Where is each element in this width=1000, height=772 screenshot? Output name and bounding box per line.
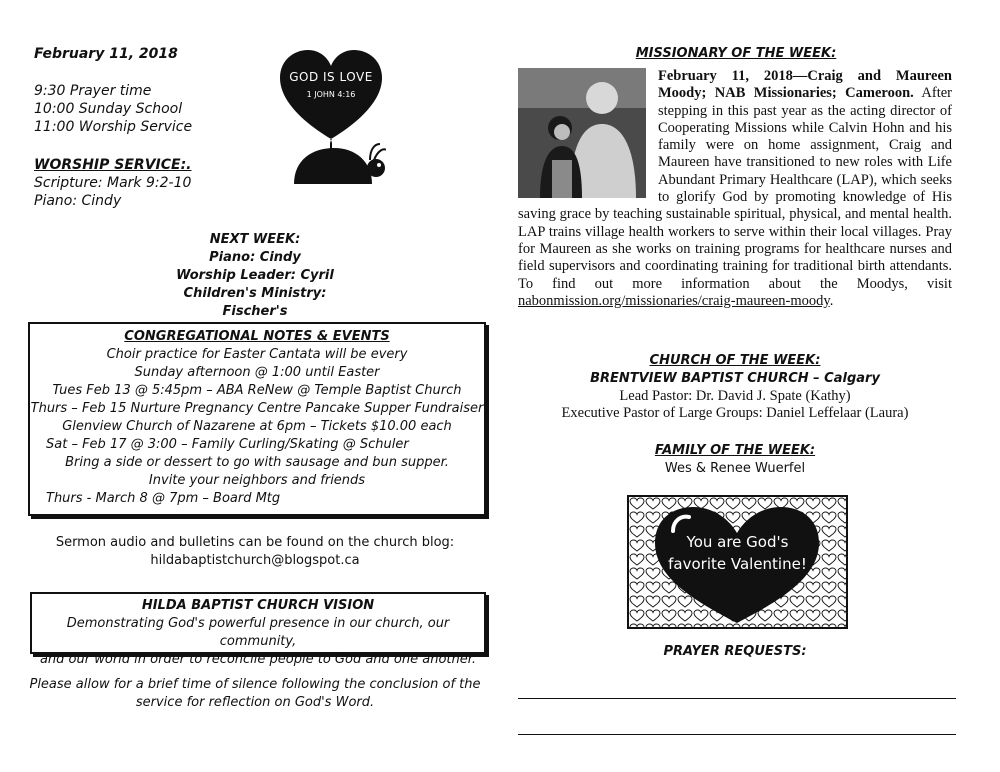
missionary-body: After stepping in this past year as the acting director of Cooperating Missions while Calvin Hohn and his family were on home assignment, Craig and Maureen have transitioned to new roles with Life Abundant Primary Healthcare (LAP), which seeks to glorify God by promoting knowledge of His saving grace by teaching sustainable spiritual, physical, and mental health. LAP trains village health workers to serve within their local villages. Pray for Maureen as she works on training programs for healthcare nurses and field supervisors and coordinating training for traditional birth attendants. To find out more information about the Moodys, visit	[518, 85, 952, 292]
church-name: BRENTVIEW BAPTIST CHURCH – Calgary	[590, 371, 880, 386]
closing-line: Please allow for a brief time of silence following the conclusion of the	[29, 677, 481, 692]
valentine-line1: You are God's	[686, 533, 789, 551]
schedule-item: 11:00 Worship Service	[34, 119, 193, 135]
logo-line2: 1 JOHN 4:16	[306, 90, 356, 99]
notes-line: Tues Feb 13 @ 5:45pm – ABA ReNew @ Temple Baptist Church	[52, 383, 462, 398]
vision-box	[30, 592, 486, 667]
worship-scripture: Scripture: Mark 9:2-10	[34, 175, 192, 191]
worship-heading: WORSHIP SERVICE:.	[34, 157, 192, 173]
schedule-item: 9:30 Prayer time	[34, 83, 152, 99]
closing-line: service for reflection on God's Word.	[135, 695, 375, 710]
blog-info	[28, 534, 482, 570]
bulletin-date: February 11, 2018	[34, 46, 178, 62]
notes-heading: CONGREGATIONAL NOTES & EVENTS	[124, 329, 390, 344]
family-names: Wes & Renee Wuerfel	[664, 461, 806, 476]
worship-piano: Piano: Cindy	[34, 193, 122, 209]
next-week-item: Children's Ministry: Fischer's	[183, 286, 327, 319]
family-of-week	[518, 442, 952, 478]
logo-line1: GOD IS LOVE	[289, 70, 373, 84]
vision-content	[32, 594, 484, 669]
notes-line: Bring a side or dessert to go with sausage and bun supper.	[65, 455, 449, 470]
missionary-link[interactable]: nabonmission.org/missionaries/craig-maureen-moody	[518, 292, 830, 309]
vision-line: Demonstrating God's powerful presence in our church, our community,	[66, 616, 450, 649]
vision-heading: HILDA BAPTIST CHURCH VISION	[141, 598, 375, 613]
notes-line: Invite your neighbors and friends	[148, 473, 366, 488]
family-heading: FAMILY OF THE WEEK:	[654, 443, 816, 458]
church-lead-pastor: Lead Pastor: Dr. David J. Spate (Kathy)	[619, 388, 851, 404]
notes-line: Glenview Church of Nazarene at 6pm – Tickets $10.00 each	[62, 419, 452, 434]
god-is-love-logo	[276, 44, 386, 194]
next-week-item: Piano: Cindy	[209, 250, 301, 265]
church-heading: CHURCH OF THE WEEK:	[649, 353, 821, 368]
notes-line: Sunday afternoon @ 1:00 until Easter	[134, 365, 380, 380]
prayer-line	[518, 734, 956, 735]
blog-address[interactable]: hildabaptistchurch@blogspot.ca	[150, 553, 360, 568]
notes-line: Choir practice for Easter Cantata will be every	[106, 347, 408, 362]
missionary-heading: MISSIONARY OF THE WEEK:	[635, 46, 837, 61]
service-schedule	[34, 82, 192, 136]
link-period: .	[829, 292, 834, 309]
photo-spacer	[518, 68, 658, 202]
valentine-line2: favorite Valentine!	[668, 555, 807, 573]
church-exec-pastor: Executive Pastor of Large Groups: Daniel Leffelaar (Laura)	[561, 405, 909, 421]
valentine-card	[627, 495, 848, 629]
closing-note	[28, 676, 482, 712]
prayer-line	[518, 698, 956, 699]
congregational-notes-box	[28, 322, 486, 516]
missionary-intro: February 11, 2018—Craig and Maureen Moody; NAB Missionaries; Cameroon.	[658, 68, 952, 102]
next-week-item: Worship Leader: Cyril	[176, 268, 334, 283]
notes-content	[30, 324, 484, 508]
vision-line: and our world in order to reconcile people to God and one another.	[39, 652, 477, 667]
svg-text:*: *	[328, 138, 334, 148]
notes-line: Thurs – Feb 15 Nurture Pregnancy Centre Pancake Supper Fundraiser	[30, 401, 484, 416]
next-week	[150, 231, 360, 321]
blog-line: Sermon audio and bulletins can be found on the church blog:	[55, 535, 455, 550]
next-week-heading: NEXT WEEK:	[209, 232, 301, 247]
missionary-article	[518, 68, 952, 310]
church-of-week	[518, 352, 952, 422]
schedule-item: 10:00 Sunday School	[34, 101, 183, 117]
prayer-requests-heading: PRAYER REQUESTS:	[663, 644, 807, 659]
worship-service	[34, 156, 192, 210]
heart-bug-icon	[276, 44, 386, 194]
notes-line: Thurs - March 8 @ 7pm – Board Mtg	[46, 491, 281, 506]
notes-line: Sat – Feb 17 @ 3:00 – Family Curling/Skating @ Schuler	[46, 437, 409, 452]
